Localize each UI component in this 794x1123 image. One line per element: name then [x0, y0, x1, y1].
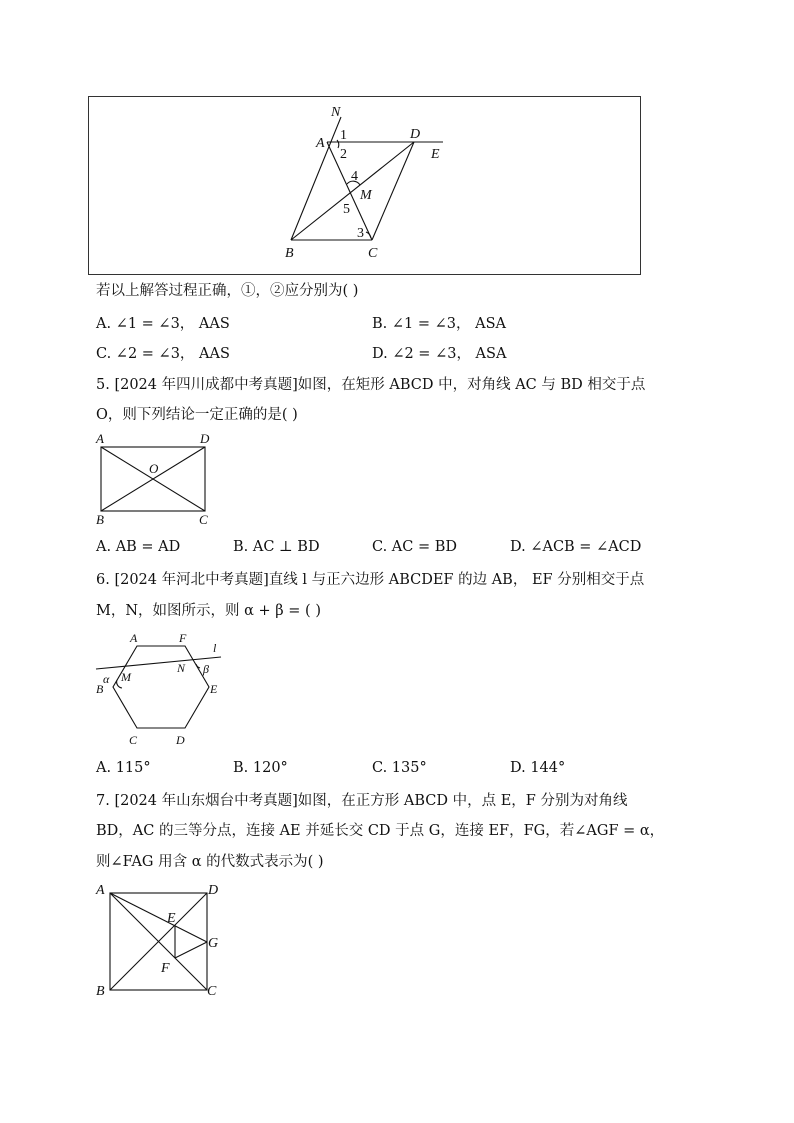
label-A: A [96, 883, 105, 898]
label-E: E [167, 911, 176, 926]
label-D: D [208, 883, 219, 898]
q4-option-a[interactable]: A. ∠1 = ∠3， AAS [96, 316, 230, 332]
label-F: F [179, 631, 187, 645]
label-G: G [208, 936, 219, 951]
label-C: C [129, 733, 138, 747]
q5-option-b[interactable]: B. AC ⊥ BD [233, 539, 320, 555]
q6-option-a[interactable]: A. 115° [96, 760, 151, 776]
line-DC [372, 142, 414, 240]
label-angle-2: 2 [340, 147, 347, 162]
q5-option-c[interactable]: C. AC = BD [372, 539, 458, 555]
line-FG [175, 942, 207, 958]
q4-option-d[interactable]: D. ∠2 = ∠3， ASA [372, 346, 507, 362]
label-B: B [96, 512, 104, 527]
label-angle-5: 5 [343, 202, 350, 217]
q7-stem-line3: 则∠FAG 用含 α 的代数式表示为( ) [96, 854, 324, 870]
label-alpha: α [103, 672, 110, 686]
label-B: B [96, 984, 105, 999]
label-D: D [176, 733, 185, 747]
hexagon-figure [90, 628, 230, 750]
label-D: D [410, 127, 421, 142]
line-AG [110, 893, 207, 942]
label-D: D [200, 431, 210, 446]
q6-stem-line1: 6. [2024 年河北中考真题]直线 l 与正六边形 ABCDEF 的边 AB， EF 分别相交于点 [96, 572, 645, 588]
q6-option-b[interactable]: B. 120° [233, 760, 288, 776]
label-A: A [96, 431, 104, 446]
label-O: O [149, 461, 159, 476]
q4-stem-tail: 若以上解答过程正确，①，②应分别为( ) [96, 283, 359, 299]
rectangle-figure [90, 430, 230, 530]
label-A: A [130, 631, 138, 645]
angle-arc-3 [366, 232, 371, 238]
label-F: F [161, 961, 170, 976]
q6-stem-line2: M，N，如图所示，则 α + β = ( ) [96, 603, 321, 619]
q4-option-b[interactable]: B. ∠1 = ∠3， ASA [372, 316, 506, 332]
hexagon-ABCDEF [113, 646, 209, 728]
label-angle-4: 4 [351, 169, 358, 184]
q6-option-d[interactable]: D. 144° [510, 760, 566, 776]
label-angle-1: 1 [340, 128, 347, 143]
label-M: M [121, 670, 131, 684]
label-beta: β [203, 662, 209, 676]
q5-option-a[interactable]: A. AB = AD [96, 539, 181, 555]
square-figure [90, 876, 230, 1001]
q5-stem-line2: O，则下列结论一定正确的是( ) [96, 407, 298, 423]
angle-arc-beta [196, 664, 200, 668]
parallelogram-figure [0, 0, 794, 300]
label-E: E [431, 147, 440, 162]
q5-stem-line1: 5. [2024 年四川成都中考真题]如图，在矩形 ABCD 中，对角线 AC 与 BD 相交于点 [96, 377, 646, 393]
q5-option-d[interactable]: D. ∠ACB = ∠ACD [510, 539, 642, 555]
angle-arc-1 [337, 140, 339, 148]
label-C: C [368, 246, 378, 261]
q4-option-c[interactable]: C. ∠2 = ∠3， AAS [96, 346, 230, 362]
label-C: C [199, 512, 208, 527]
line-BD [291, 142, 414, 240]
label-C: C [207, 984, 217, 999]
q7-stem-line1: 7. [2024 年山东烟台中考真题]如图，在正方形 ABCD 中，点 E，F 分别为对角线 [96, 793, 628, 809]
label-E: E [210, 682, 218, 696]
label-N: N [331, 105, 341, 120]
label-B: B [285, 246, 294, 261]
label-M: M [360, 188, 372, 203]
label-B: B [96, 682, 104, 696]
label-l: l [213, 641, 217, 655]
label-angle-3: 3 [357, 226, 364, 241]
label-A: A [316, 136, 325, 151]
q7-stem-line2: BD，AC 的三等分点，连接 AE 并延长交 CD 于点 G，连接 EF，FG，若∠AGF = α， [96, 823, 665, 839]
label-N: N [177, 661, 186, 675]
q6-option-c[interactable]: C. 135° [372, 760, 427, 776]
